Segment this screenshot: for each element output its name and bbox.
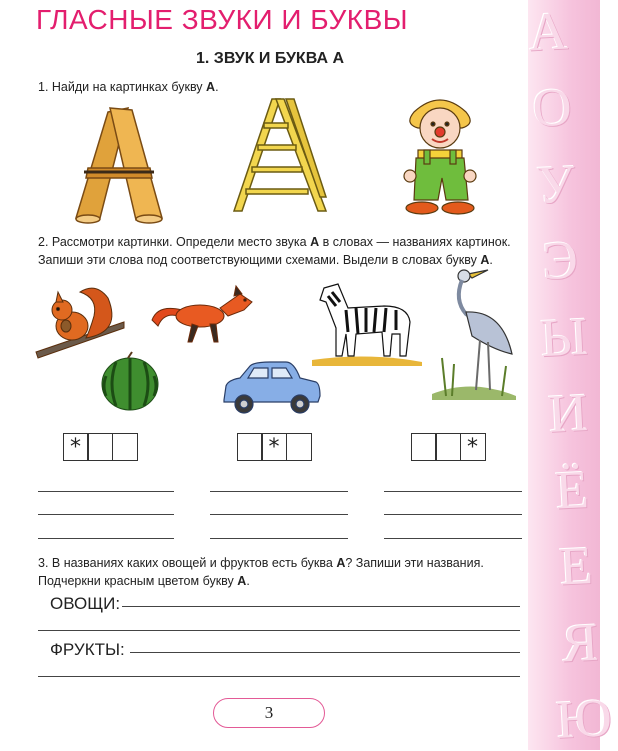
side-letter: О [530, 76, 574, 139]
fruits-label: ФРУКТЫ: [50, 640, 125, 659]
side-letter: Е [557, 534, 595, 597]
side-letter: Ю [554, 687, 614, 750]
side-letter: Ы [538, 305, 590, 368]
writing-line[interactable] [210, 538, 348, 539]
sound-schema-2 [238, 433, 312, 461]
schema-cell [237, 433, 263, 461]
writing-line[interactable] [38, 491, 174, 492]
schema-cell [112, 433, 138, 461]
schema-cell [435, 433, 461, 461]
section-title: 1. ЗВУК И БУКВА А [196, 50, 344, 67]
side-letter: Ё [553, 458, 591, 521]
ladder-letter-a-illustration [228, 97, 328, 215]
sound-schema-1 [64, 433, 138, 461]
side-letter: У [535, 153, 577, 216]
side-letter: И [546, 382, 590, 445]
schema-cell [411, 433, 437, 461]
side-letter: Э [540, 229, 580, 292]
car-illustration [220, 360, 324, 416]
writing-line[interactable] [38, 676, 520, 677]
side-letter: А [526, 0, 570, 63]
side-letter: Я [560, 611, 600, 674]
page-number-text: 3 [264, 703, 274, 722]
heron-illustration [432, 266, 516, 400]
page-header-title: ГЛАСНЫЕ ЗВУКИ И БУКВЫ [36, 4, 409, 35]
vegetables-writing-line[interactable] [122, 606, 520, 607]
writing-line[interactable] [38, 514, 174, 515]
fruits-writing-line[interactable] [130, 652, 520, 653]
schema-cell: * [460, 433, 486, 461]
schema-cell: * [63, 433, 89, 461]
task-2-text: 2. Рассмотри картинки. Определи место звука А в словах — названиях картинок. Запиши эти слова под соответствующими схемами. Выдели в словах букву А. [38, 235, 511, 267]
sound-schema-3 [412, 433, 486, 461]
schema-cell [87, 433, 113, 461]
writing-line[interactable] [384, 538, 522, 539]
schema-cell [286, 433, 312, 461]
writing-line[interactable] [210, 514, 348, 515]
vegetables-label: ОВОЩИ: [50, 594, 121, 613]
zebra-illustration [312, 282, 422, 366]
writing-line[interactable] [384, 514, 522, 515]
watermelon-illustration [100, 350, 160, 412]
writing-line[interactable] [210, 491, 348, 492]
page-number [213, 698, 325, 728]
clown-illustration [392, 94, 488, 222]
fox-illustration [148, 280, 256, 350]
logs-letter-a-illustration [70, 102, 166, 224]
writing-line[interactable] [384, 491, 522, 492]
writing-line[interactable] [38, 630, 520, 631]
task-1-text: 1. Найди на картинках букву А. [38, 80, 219, 94]
schema-cell: * [261, 433, 287, 461]
writing-line[interactable] [38, 538, 174, 539]
task-3-text: 3. В названиях каких овощей и фруктов есть буква А? Запиши эти названия. Подчеркни красным цветом букву А. [38, 556, 484, 588]
